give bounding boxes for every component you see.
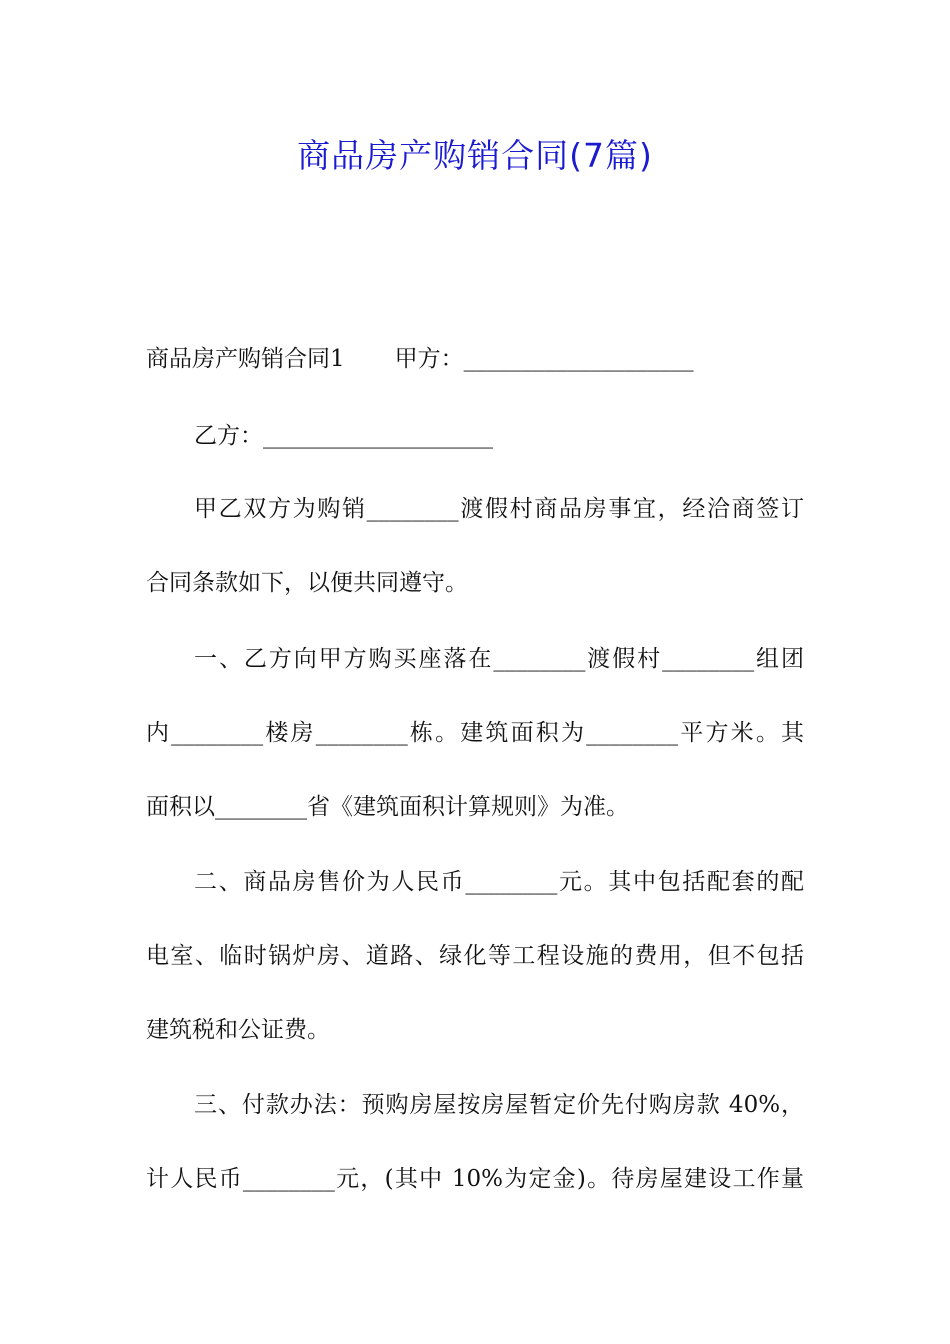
paragraph-line: 合同条款如下，以便共同遵守。 [146, 570, 468, 596]
clause-2-line: 建筑税和公证费。 [146, 1017, 330, 1043]
clause-1-line: 一、乙方向甲方购买座落在________渡假村________组团 [194, 646, 804, 672]
document-title: 商品房产购销合同(7篇) [297, 136, 653, 175]
party-a-field: 甲方：____________________ [394, 346, 694, 372]
contract-number-label: 商品房产购销合同1 [146, 346, 345, 372]
clause-2-line: 电室、临时锅炉房、道路、绿化等工程设施的费用，但不包括 [146, 943, 804, 969]
clause-1-line: 内________楼房________栋。建筑面积为________平方米。其 [146, 720, 804, 746]
clause-2-line: 二、商品房售价为人民币________元。其中包括配套的配 [194, 869, 804, 895]
clause-3-line: 计人民币________元，(其中 10%为定金)。待房屋建设工作量 [146, 1166, 804, 1192]
paragraph-line: 甲乙双方为购销________渡假村商品房事宜，经洽商签订 [194, 496, 804, 522]
party-b-field: 乙方：____________________ [194, 423, 493, 449]
clause-3-line: 三、付款办法：预购房屋按房屋暂定价先付购房款 40%， [194, 1092, 804, 1118]
clause-1-line: 面积以________省《建筑面积计算规则》为准。 [146, 794, 629, 820]
contract-heading-line [146, 344, 694, 374]
